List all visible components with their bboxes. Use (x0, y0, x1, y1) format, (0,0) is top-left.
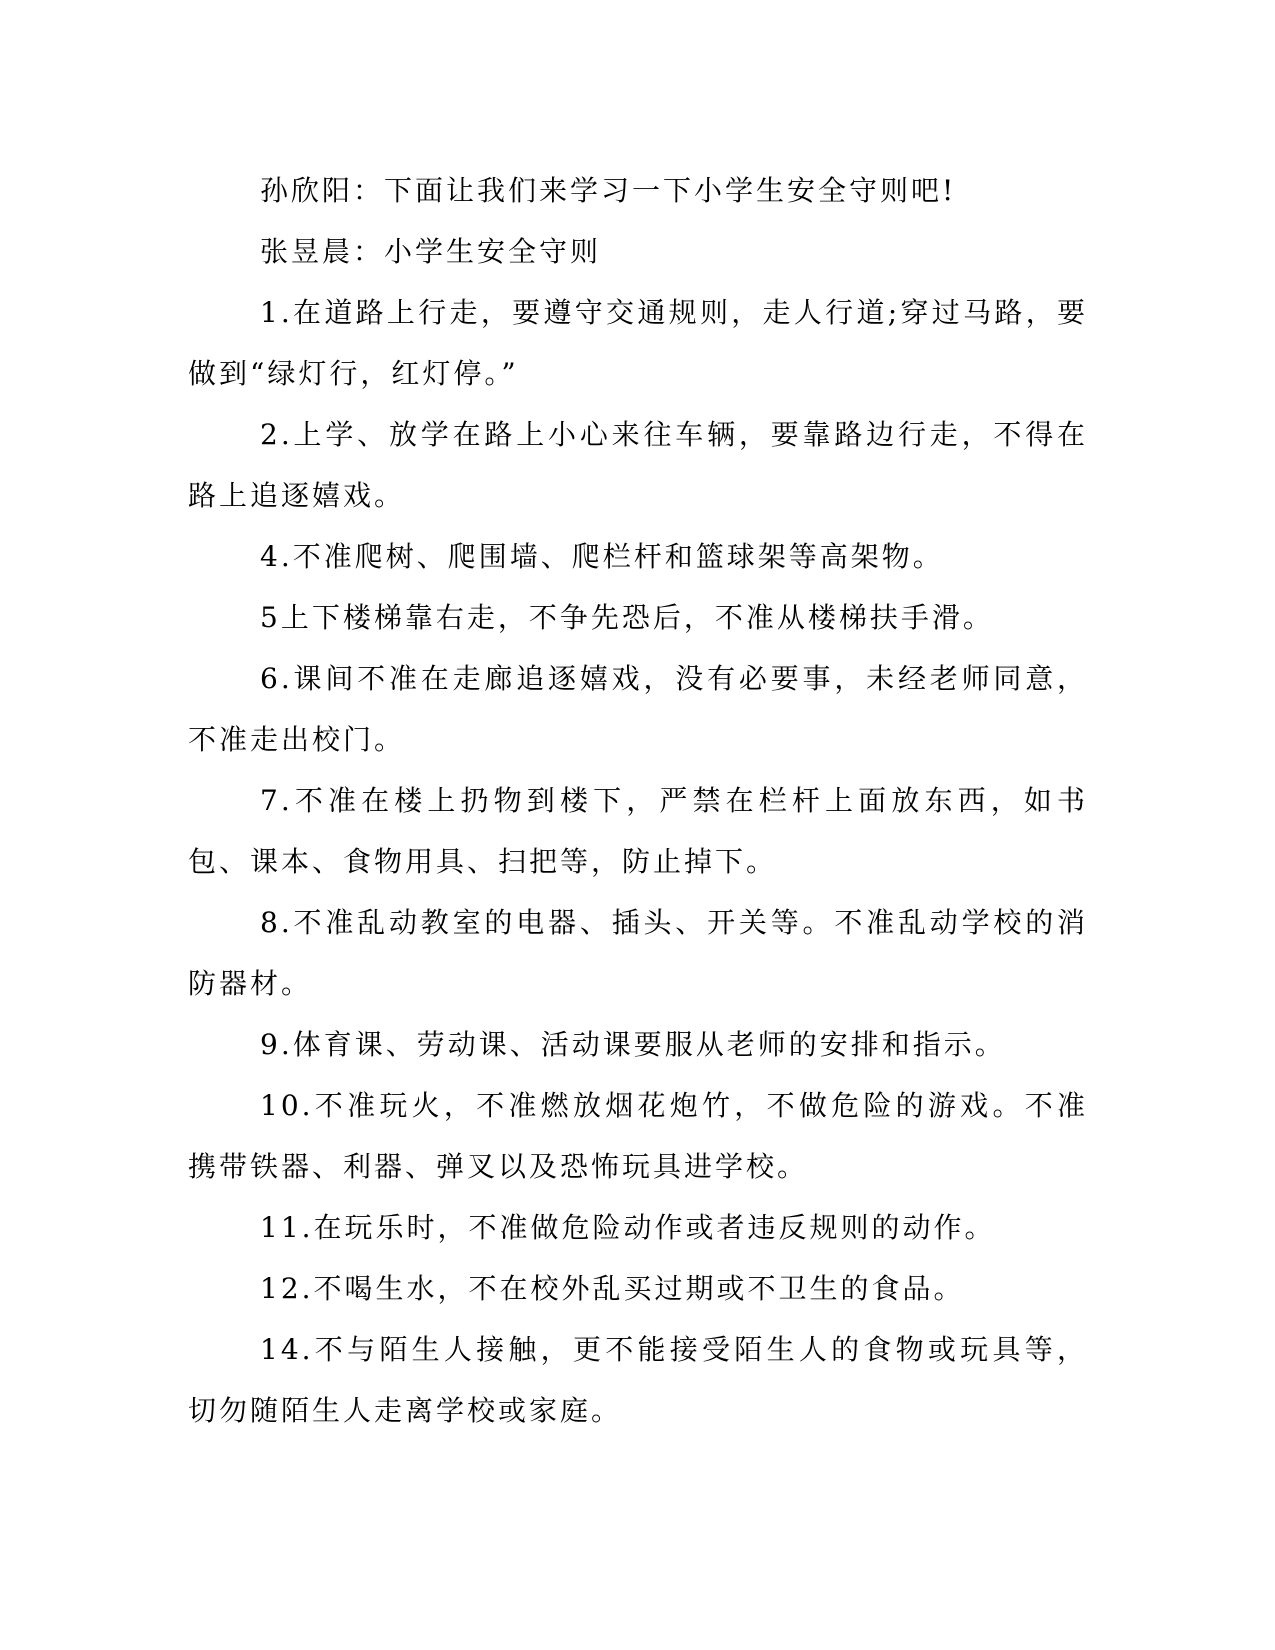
rule-9: 9.体育课、劳动课、活动课要服从老师的安排和指示。 (260, 1028, 1006, 1061)
rule-2: 2.上学、放学在路上小心来往车辆，要靠路边行走，不得在路上追逐嬉戏。 (188, 418, 1088, 512)
rule-5: 5上下楼梯靠右走，不争先恐后，不准从楼梯扶手滑。 (260, 601, 994, 634)
document-page (188, 160, 1088, 1441)
rule-10: 10.不准玩火，不准燃放烟花炮竹，不做危险的游戏。不准携带铁器、利器、弹叉以及恐怖玩具进学校。 (188, 1089, 1088, 1183)
rule-7: 7.不准在楼上扔物到楼下，严禁在栏杆上面放东西，如书包、课本、食物用具、扫把等，防止掉下。 (188, 784, 1088, 878)
rule-14: 14.不与陌生人接触，更不能接受陌生人的食物或玩具等，切勿随陌生人走离学校或家庭。 (188, 1333, 1088, 1427)
rule-12: 12.不喝生水，不在校外乱买过期或不卫生的食品。 (260, 1272, 965, 1305)
dialogue-line-zhang: 张昱晨：小学生安全守则 (260, 235, 602, 268)
dialogue-line-sun: 孙欣阳：下面让我们来学习一下小学生安全守则吧! (260, 174, 957, 207)
rule-1: 1.在道路上行走，要遵守交通规则，走人行道;穿过马路，要做到“绿灯行，红灯停。” (188, 296, 1088, 390)
rule-6: 6.课间不准在走廊追逐嬉戏，没有必要事，未经老师同意，不准走出校门。 (188, 662, 1088, 756)
rule-11: 11.在玩乐时，不准做危险动作或者违反规则的动作。 (260, 1211, 996, 1244)
rule-4: 4.不准爬树、爬围墙、爬栏杆和篮球架等高架物。 (260, 540, 944, 573)
rule-8: 8.不准乱动教室的电器、插头、开关等。不准乱动学校的消防器材。 (188, 906, 1088, 1000)
